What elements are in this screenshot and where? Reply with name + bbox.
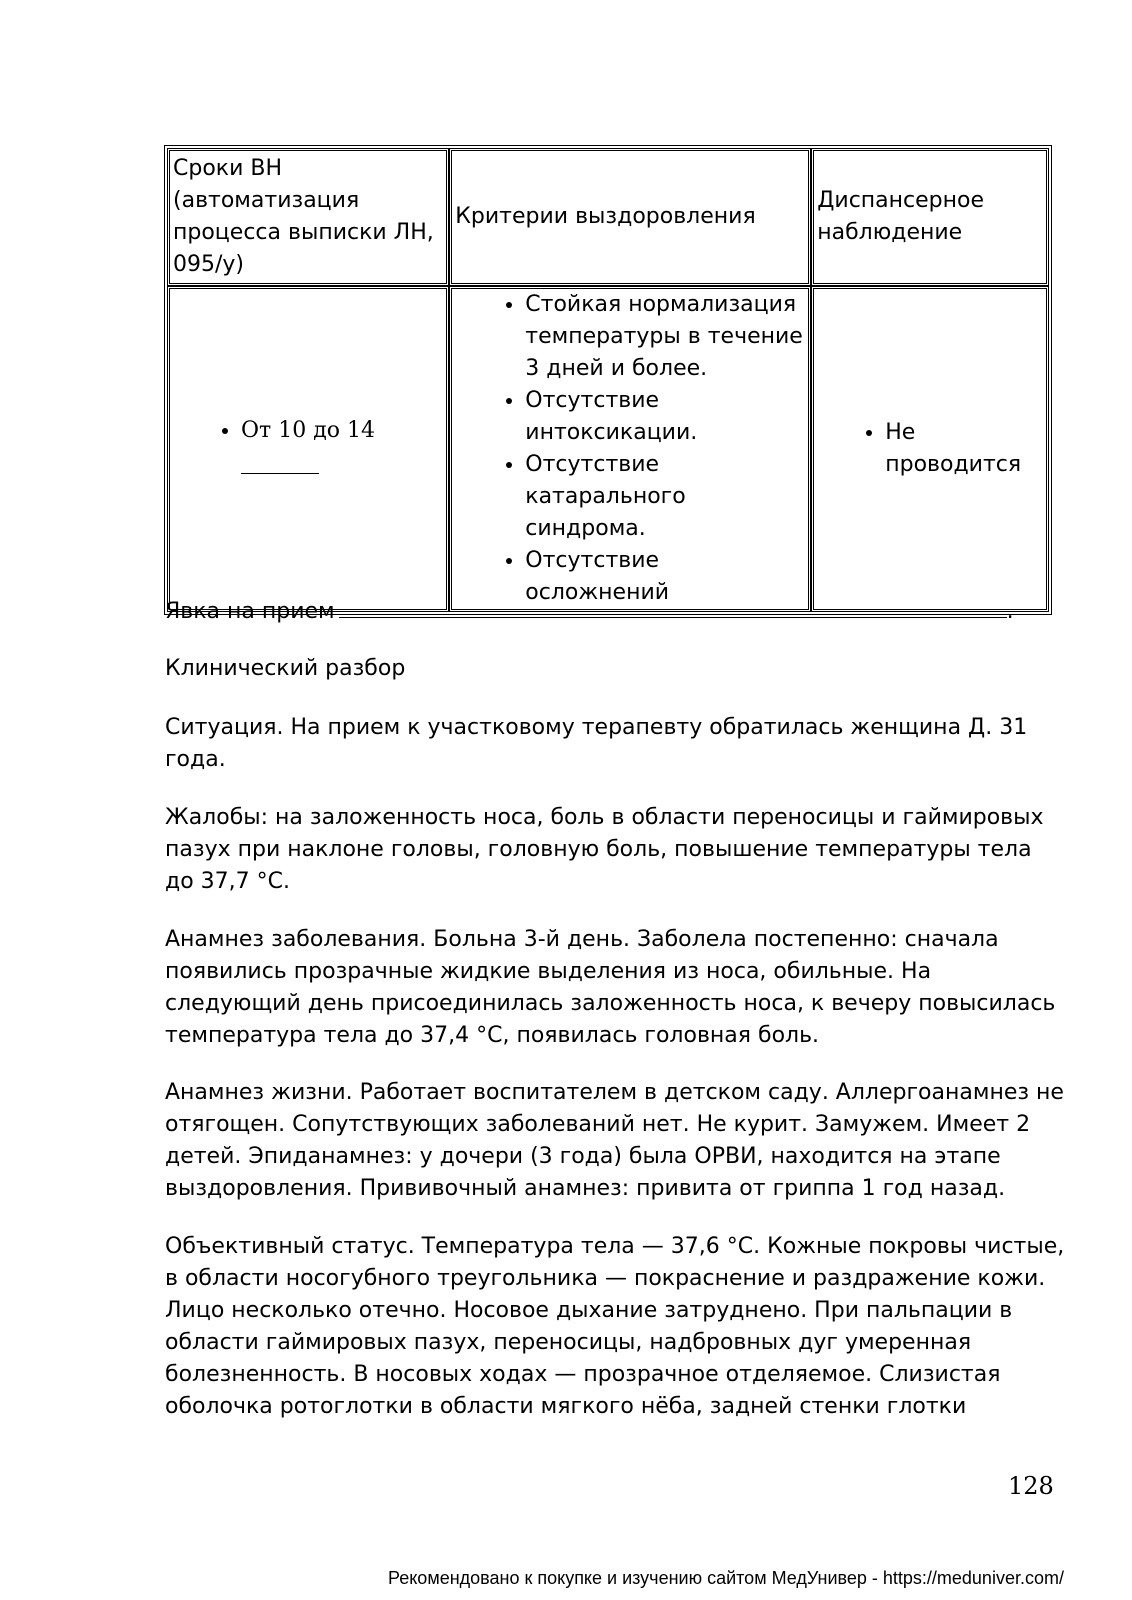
blank-underline [241,455,319,474]
objective-status-paragraph: Объективный статус. Температура тела — 37,6 °С. Кожные покровы чистые, в области носогубного треугольника — покраснение и раздражение кожи. Лицо несколько отечно. Носовое дыхание затруднено. При пальпации в области гаймировых пазух, переносицы, надбровных дуг умеренная болезненность. В носовых ходах — прозрачное отделяемое. Слизистая оболочка ротоглотки в области мягкого нёба, задней стенки глотки [165,1234,1065,1419]
list-item: • Отсутствие катарального синдрома. [525,449,805,545]
cell-dispensary-observation [811,286,1049,612]
table-row [167,286,1049,612]
footer-note: Рекомендовано к покупке и изучению сайтом МедУнивер - https://meduniver.com/ [388,1568,1064,1588]
list-item: • Стойкая нормализация температуры в течение 3 дней и более. [525,289,805,385]
complaints-paragraph: Жалобы: на заложенность носа, боль в области переносицы и гаймировых пазух при наклоне головы, головную боль, повышение температуры тела до 37,7 °С. [165,805,1044,894]
clinical-title: Клинический разбор [165,656,406,681]
list-item: • Не проводится [885,417,1043,481]
appointment-label: Явка на прием [165,599,335,624]
cell-recovery-criteria [449,286,811,612]
criteria-list [455,289,805,609]
criteria-table [164,145,1052,615]
header-sick-leave-terms: Сроки ВН (автоматизация процесса выписки ЛН, 095/у) [167,148,449,286]
list-item: • Отсутствие осложнений [525,545,805,609]
appointment-line [165,596,1065,628]
appointment-end: . [1006,599,1014,624]
list-item: • Отсутствие интоксикации. [525,385,805,449]
list-item [241,415,443,484]
terms-list [173,415,443,484]
page-number: 128 [1008,1472,1054,1500]
header-dispensary-observation: Диспансерное наблюдение [811,148,1049,286]
observation-list [817,417,1043,481]
appointment-blank [339,597,1007,618]
anamnesis-disease-paragraph: Анамнез заболевания. Больна 3-й день. Заболела постепенно: сначала появились прозрачные жидкие выделения из носа, обильные. На следующий день присоединилась заложенность носа, к вечеру повысилась температура тела до 37,4 °С, появилась головная боль. [165,927,1056,1048]
terms-value: От 10 до 14 [241,417,375,443]
anamnesis-life-paragraph: Анамнез жизни. Работает воспитателем в детском саду. Аллергоанамнез не отягощен. Сопутствующих заболеваний нет. Не курит. Замужем. Имеет 2 детей. Эпиданамнез: у дочери (3 года) была ОРВИ, находится на этапе выздоровления. Прививочный анамнез: привита от гриппа 1 год назад. [165,1080,1064,1201]
table-header-row [167,148,1049,286]
header-recovery-criteria: Критерии выздоровления [449,148,811,286]
cell-sick-leave-terms [167,286,449,612]
situation-paragraph: Ситуация. На прием к участковому терапевту обратилась женщина Д. 31 года. [165,715,1028,772]
